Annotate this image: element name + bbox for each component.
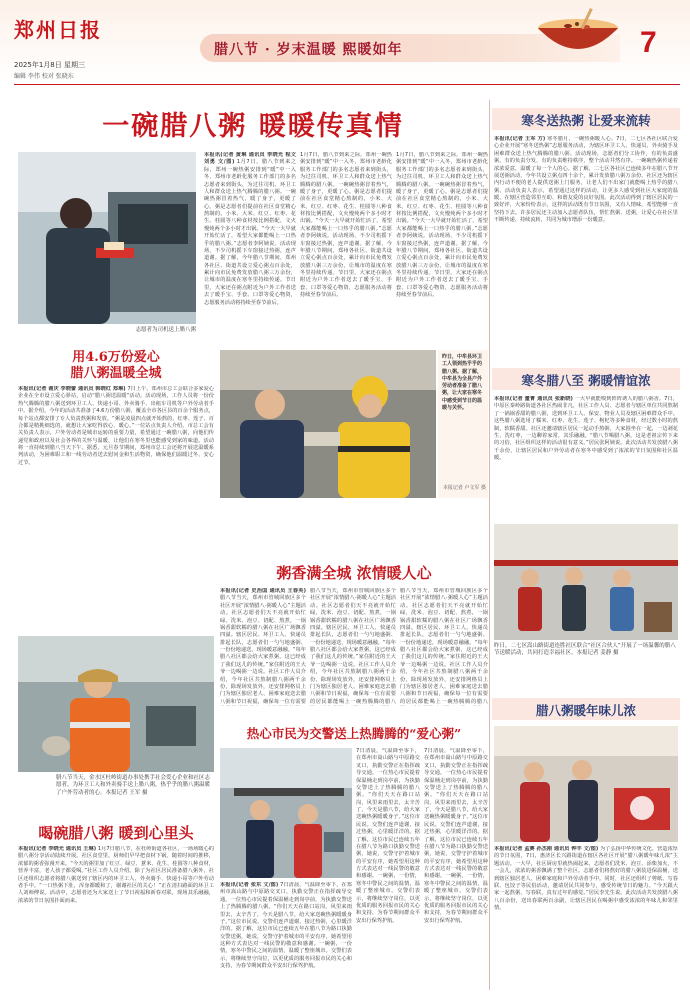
lead-headline: 一碗腊八粥 暖暖传真情 (102, 111, 404, 142)
editor-line: 编辑 李伟 校对 张晓东 (14, 73, 74, 80)
side-one-headline: 寒冬送热粥 让爱来流转 (521, 113, 651, 128)
story-two-byline: 本报讯(记者 谢庆 李晓蕾 通讯员 韩晓红 郑琳) (18, 386, 126, 392)
porridge-bowl-icon (520, 6, 630, 64)
story-four-text: 7日清晨，气温降至零下，在郑州市嵩山路与中原路交叉口，执勤交警正在指挥疏导交通。一位热心市民提着保温桶走到岗亭前，为执勤交警送上了热腾腾的腊八粥。“你们天天在路口站岗，风里来雨里去，太辛苦了，今天是腊八节，给大家送碗热粥暖暖身子。”这位市民说。交警们连声道谢，接过热粥，心里暖洋洋的。据了解，这位市民已连续五年在腊八节为路口执勤交警送粥，她说，交警守护着城市的平安有序，她希望用这种方式表达对一线民警的敬意和感谢。一碗粥，一份情，寒冬中警民之间的温情，温暖了整座城市。交警们表示，将继续坚守岗位，以更优质的服务回报市民的关心和支持，为春节期间群众平安出行保驾护航。 (220, 882, 352, 970)
story-four-col-3 (424, 748, 488, 986)
lead-column-3 (396, 152, 488, 338)
story-four-col-1 (220, 882, 352, 986)
side-two-byline: 本报讯(记者 董菁 通讯员 张新晓) (494, 396, 573, 402)
newspaper-logo: 郑州日报 (14, 18, 102, 42)
issue-date: 2025年1月8日 星期三 (14, 61, 85, 69)
lead-byline: 本报讯(记者 黄琳 通讯员 李晓光 程文 刘勇 文/图) (204, 152, 296, 166)
story-five-photo (18, 636, 214, 772)
story-three-byline: 本报讯(记者 史治国 通讯员 王春英) (220, 588, 306, 594)
lead-body-cont: 1月7日，腊八节到来之际，郑州一碗热粥安排到“暖”中一入冬，郑州市老龄化服务工作部门的多名志愿者来到街头，为过往司机、环卫工人和群众送上热气腾腾的腊八粥。一碗碗热粥冒着热气，暖了身子，更暖了心。粥是志愿者们提前在社区食堂精心熬制的，小米、大米、红豆、红枣、花生、桂圆等八种食材按比例搭配，文火慢炖两个多小时才出锅。“今天一大早就开始忙活了，希望大家都能喝上一口热乎的腊八粥。”志愿者李阿姨说。活动现场，不少司机摇下车窗接过热粥，连声道谢。据了解，今年腊八节期间，郑州各社区、街道共设立爱心粥点百余处，累计向市民免费发放腊八粥三万余份，让城市的温度在寒冬里持续传递。节日里，大家还在粥点附近为户外工作者送去了暖手宝、手套、口罩等爱心物资，志愿服务活动将持续至春节前后。 (300, 152, 392, 299)
lead-body: 1月7日，腊八节到来之际，郑州一碗热粥安排到“暖”中一入冬，郑州市老龄化服务工作部门的多名志愿者来到街头，为过往司机、环卫工人和群众送上热气腾腾的腊八粥。一碗碗热粥冒着热气，暖了身子，更暖了心。粥是志愿者们提前在社区食堂精心熬制的，小米、大米、红豆、红枣、花生、桂圆等八种食材按比例搭配，文火慢炖两个多小时才出锅。“今天一大早就开始忙活了，希望大家都能喝上一口热乎的腊八粥。”志愿者李阿姨说。活动现场，不少司机摇下车窗接过热粥，连声道谢。据了解，今年腊八节期间，郑州各社区、街道共设立爱心粥点百余处，累计向市民免费发放腊八粥三万余份，让城市的温度在寒冬里持续传递。节日里，大家还在粥点附近为户外工作者送去了暖手宝、手套、口罩等爱心物资，志愿服务活动将持续至春节前后。 (204, 159, 296, 306)
side-three-byline: 本报讯(记者 孟赛 孙杰刚 通讯员 钟丰 文/图) (494, 846, 599, 852)
story-two-body (18, 386, 214, 632)
side-one-text: 寒冬腊月，一碗热粥暖人心。7日，二七区各社区联合爱心企业开展“寒冬送热粥”志愿服务活动，为辖区环卫工人、快递员、外卖骑手及困难群众送上热气腾腾的腊八粥。活动现场，志愿者们分工协作，有的负责盛粥，有的负责分发，有的负责维持秩序，整个活动井然有序。一碗碗热粥传递着浓浓爱意，温暖了每一个人的心。据了解，二七区各社区已连续多年在腊八节开展送粥活动，今年共设立粥点四十余个，累计发放腊八粥万余份。社区还为辖区内行动不便的老人提供送粥上门服务，让老人们不出家门就能喝上热乎的腊八粥。活动负责人表示，希望通过这样的活动，让更多人感受到社区大家庭的温暖，在辖区营造邻里互助、和谐友爱的良好氛围。此次活动得到了辖区居民的一致好评，大家纷纷表示，这样的活动既有节日氛围，又有人情味，希望能够一直坚持下去。许多居民还主动加入志愿者队伍，帮忙熬粥、送粥，让爱心在社区里不断传递、持续流转，共同为城市增添一份暖意。 (494, 136, 678, 224)
side-one-byline: 本报讯(记者 王军 方) (494, 136, 546, 142)
lead-photo (18, 152, 196, 324)
masthead-divider (14, 84, 680, 85)
story-three-text-cont: 腊八节当天，郑州市管城回族区多个社区开展“浓情腊八·粥暖人心”主题活动。社区志愿者们天不亮就开始忙碌，洗米、泡豆、切配、熬煮，一锅锅香甜软糯的腊八粥在社区广场飘香四溢。辖区居民、环卫工人、快递员排起长队，志愿者们一勺勺地盛粥、一份份地递送，现场暖意融融。“每年腊八社区都会给大家煮粥，这已经成了我们这儿的传统。”家住附近的王大爷一边喝粥一边说。社区工作人员介绍，今年社区共熬制腊八粥两千余份，除现场发放外，还安排网格员上门为辖区独居老人、困难家庭送去腊八粥和节日祝福，确保每一位有需要的居民都能喝上一碗热腾腾的腊八 (310, 588, 396, 705)
community-photo (494, 524, 678, 640)
quote-text: 昨日，中牟县环卫工人领到热乎乎的腊八粥。据了解，中牟县为全县户外劳动者准备了腊八粥，让大家在寒冬中感受到节日的温暖与关怀。 (442, 354, 483, 411)
story-three-col-1 (220, 588, 306, 706)
side-one-body (494, 136, 678, 346)
side-photo-caption: 昨日，二七区嵩山路街道连胜社区联合“社区合伙人”开展了一场温馨的腊八节送暖活动，共同打造幸福社区。本报记者 姜静 摄 (494, 643, 676, 657)
story-five-body (18, 846, 214, 986)
lead-column-2 (300, 152, 392, 338)
side-two-body (494, 396, 678, 520)
porridge-event-photo (494, 726, 678, 842)
side-two-text: 一大早就能嗅到阵阵诱人的腊八粥香。7日，中原区秦岭路街道各社区热闹非凡，社区工作人员、志愿者与辖区单位共同熬制了一锅锅香甜的腊八粥，送到环卫工人、保安、物业人员及辖区困难群众手中。这些腊八粥选用了糯米、红枣、花生、莲子、枸杞等多种食材，经过数小时的熬制，软糯香甜。社区还邀请辖区居民一起动手熬粥，大家围坐在一起，一边剥花生、洗红枣，一边聊着家常，其乐融融。“腊八节喝腊八粥，这是老祖宗传下来的习俗，社区组织这样的活动很有意义。”居民张阿姨说。此次活动共发放腊八粥千余份，让辖区居民和户外劳动者在寒冬中感受到了浓浓的节日氛围和社区温暖。 (494, 396, 678, 461)
story-three-col-2 (310, 588, 396, 706)
story-three-col-3 (400, 588, 488, 706)
column-divider (489, 100, 490, 990)
story-two-text: 7日上午，郑州市总工会联合多家爱心企业在全市设立爱心驿站，启动“腊八粥送温暖”活动。活动现场，工作人员将一份份热气腾腾的腊八粥送到环卫工人、快递小哥、外卖骑手、出租车司机等户外劳动者手中。据介绍，今年的活动共准备了4.6万份腊八粥，覆盖全市各区县的百余个服务点，每个站点都安排了专人负责熬粥和发放。“粥是凌晨四点就开始熬的，红枣、莲子、百合都是精挑细选的，就想让大家吃得放心、暖心。”一位站点负责人介绍。市总工会有关负责人表示，户外劳动者是城市运转的重要力量，希望通过一碗腊八粥，向他们传递党和政府以及社会各界的关怀与温暖，让他们在寒冬里也能感受到家的味道。活动将一直持续到腊八当天下午。据悉，元旦春节期间，郑州市总工会还将开展送温暖系列活动，为困难职工和一线劳动者送去慰问金和生活物资，确保他们温暖过冬、安心过节。 (18, 386, 214, 466)
story-two-headline-line2: 腊八粥温暖全城 (70, 365, 162, 381)
story-four-col-2 (356, 748, 420, 986)
side-three-text: 为了弘扬中华传统文化，营造浓厚的节日氛围，7日，惠济区长兴路街道在辖区各社区开展“腊八粥暖年味儿浓”主题活动。一大早，社区厨房里就热闹起来，志愿者们洗米、泡豆、添柴加火，不一会儿，浓浓的粥香飘满了整个社区。志愿者们将熬好的腊八粥装进保温桶，送到辖区独居老人、困难家庭和户外劳动者手中。同时，社区还组织了剪纸、写春联、包饺子等民俗活动，邀请居民共同参与，感受传统节日的魅力。“今天跟大家一起熬粥、写春联，真有过年的感觉。”居民李先生说。此次活动共发放腊八粥八百余份，送出春联两百余副，让辖区居民在喝粥中感受浓浓的年味儿和邻里情。 (494, 846, 678, 911)
story-four-text-cont: 7日清晨，气温降至零下，在郑州市嵩山路与中原路交叉口，执勤交警正在指挥疏导交通。一位热心市民提着保温桶走到岗亭前，为执勤交警送上了热腾腾的腊八粥。“你们天天在路口站岗，风里来雨里去，太辛苦了，今天是腊八节，给大家送碗热粥暖暖身子。”这位市民说。交警们连声道谢，接过热粥，心里暖洋洋的。据了解，这位市民已连续五年在腊八节为路口执勤交警送粥，她说，交警守护着城市的平安有序，她希望用这种方式表达对一线民警的敬意和感谢。一碗粥，一份情，寒冬中警民之间的温情，温暖了整座城市。交警们表示，将继续坚守岗位，以更优质的服务回报市民的关心和支持，为春节期间群众平安出行保驾护航。 (356, 748, 420, 924)
story-four-headline: 热心市民为交警送上热腾腾的“爱心粥” (246, 726, 462, 741)
section-banner-title: 腊八节 · 岁末温暖 熙暖如年 (214, 42, 403, 58)
story-three-text-cont-2: 腊八节当天，郑州市管城回族区多个社区开展“浓情腊八·粥暖人心”主题活动。社区志愿者们天不亮就开始忙碌，洗米、泡豆、切配、熬煮，一锅锅香甜软糯的腊八粥在社区广场飘香四溢。辖区居民、环卫工人、快递员排起长队，志愿者们一勺勺地盛粥、一份份地递送，现场暖意融融。“每年腊八社区都会给大家煮粥，这已经成了我们这儿的传统。”家住附近的王大爷一边喝粥一边说。社区工作人员介绍，今年社区共熬制腊八粥两千余份，除现场发放外，还安排网格员上门为辖区独居老人、困难家庭送去腊八粥和节日祝福，确保每一位有需要的居民都能喝上一碗热腾腾的腊八 (400, 588, 488, 705)
lead-body-cont-2: 1月7日，腊八节到来之际，郑州一碗热粥安排到“暖”中一入冬，郑州市老龄化服务工作部门的多名志愿者来到街头，为过往司机、环卫工人和群众送上热气腾腾的腊八粥。一碗碗热粥冒着热气，暖了身子，更暖了心。粥是志愿者们提前在社区食堂精心熬制的，小米、大米、红豆、红枣、花生、桂圆等八种食材按比例搭配，文火慢炖两个多小时才出锅。“今天一大早就开始忙活了，希望大家都能喝上一口热乎的腊八粥。”志愿者李阿姨说。活动现场，不少司机摇下车窗接过热粥，连声道谢。据了解，今年腊八节期间，郑州各社区、街道共设立爱心粥点百余处，累计向市民免费发放腊八粥三万余份，让城市的温度在寒冬里持续传递。节日里，大家还在粥点附近为户外工作者送去了暖手宝、手套、口罩等爱心物资，志愿服务活动将持续至春节前后。 (396, 152, 488, 299)
page-number: 7 (640, 26, 657, 59)
delivery-photo (220, 350, 436, 498)
lead-column-1 (204, 152, 296, 338)
story-three-headline: 粥香满全城 浓情暖人心 (276, 564, 432, 582)
side-two-headline: 寒冬腊八至 粥暖情谊浓 (521, 373, 651, 388)
story-four-text-cont-2: 7日清晨，气温降至零下，在郑州市嵩山路与中原路交叉口，执勤交警正在指挥疏导交通。一位热心市民提着保温桶走到岗亭前，为执勤交警送上了热腾腾的腊八粥。“你们天天在路口站岗，风里来雨里去，太辛苦了，今天是腊八节，给大家送碗热粥暖暖身子。”这位市民说。交警们连声道谢，接过热粥，心里暖洋洋的。据了解，这位市民已连续五年在腊八节为路口执勤交警送粥，她说，交警守护着城市的平安有序，她希望用这种方式表达对一线民警的敬意和感谢。一碗粥，一份情，寒冬中警民之间的温情，温暖了整座城市。交警们表示，将继续坚守岗位，以更优质的服务回报市民的关心和支持，为春节期间群众平安出行保驾护航。 (424, 748, 488, 924)
masthead (0, 0, 690, 82)
side-three-body (494, 846, 678, 986)
side-three-headline: 腊八粥暖年味儿浓 (535, 703, 636, 718)
story-five-text: 1月7日腊八节，在杜岭街道各社区，一场场暖心的腊八粥分享活动陆续开展。社区食堂里，厨师们早早把食材下锅，随着时间的推移，浓郁的粥香弥漫开来。“今天的粥里加了红豆、绿豆、薏米、花生、桂圆等八种食材，营养丰富，老人孩子都爱喝。”社区工作人员介绍。除了为社区居民准备腊八粥外，社区还组织志愿者将腊八粥送到了辖区内的环卫工人、外卖骑手、快递小哥等户外劳动者手中。“一口热粥下肚，浑身都暖和了，谢谢社区的关心！”正在清扫路面的环卫工人刘师傅说。活动中，志愿者还为大家送上了节日祝福和新春对联，现场其乐融融，浓浓的节日氛围扑面而来。 (18, 846, 214, 904)
story-five-headline: 喝碗腊八粥 暖到心里头 (38, 824, 194, 842)
quote-sign: 本报记者 卢文军 摄 (442, 485, 486, 491)
story-four-byline: 本报讯(记者 张东 文/图) (220, 882, 279, 888)
story-two-headline-line1: 用4.6万份爱心 (72, 350, 160, 365)
lead-photo-caption: 志愿者为司机送上腊八粥 (135, 327, 196, 333)
story-five-caption: 腊八节当天，金水区杜岭街道办事处携手社会爱心企业和社区志愿者，为环卫工人和外卖骑手送上腊八粥，热乎乎的腊八粥温暖了户外劳动者的心。本报记者 王军 摄 (56, 775, 211, 796)
story-three-text: 腊八节当天，郑州市管城回族区多个社区开展“浓情腊八·粥暖人心”主题活动。社区志愿者们天不亮就开始忙碌，洗米、泡豆、切配、熬煮，一锅锅香甜软糯的腊八粥在社区广场飘香四溢。辖区居民、环卫工人、快递员排起长队，志愿者们一勺勺地盛粥、一份份地递送，现场暖意融融。“每年腊八社区都会给大家煮粥，这已经成了我们这儿的传统。”家住附近的王大爷一边喝粥一边说。社区工作人员介绍，今年社区共熬制腊八粥两千余份，除现场发放外，还安排网格员上门为辖区独居老人、困难家庭送去腊八粥和节日祝福，确保每一位有需要 (220, 595, 306, 705)
traffic-police-photo (220, 748, 352, 878)
story-two-headline (18, 350, 214, 381)
story-five-byline: 本报讯(记者 李晓光 通讯员 王琳) (18, 846, 97, 852)
